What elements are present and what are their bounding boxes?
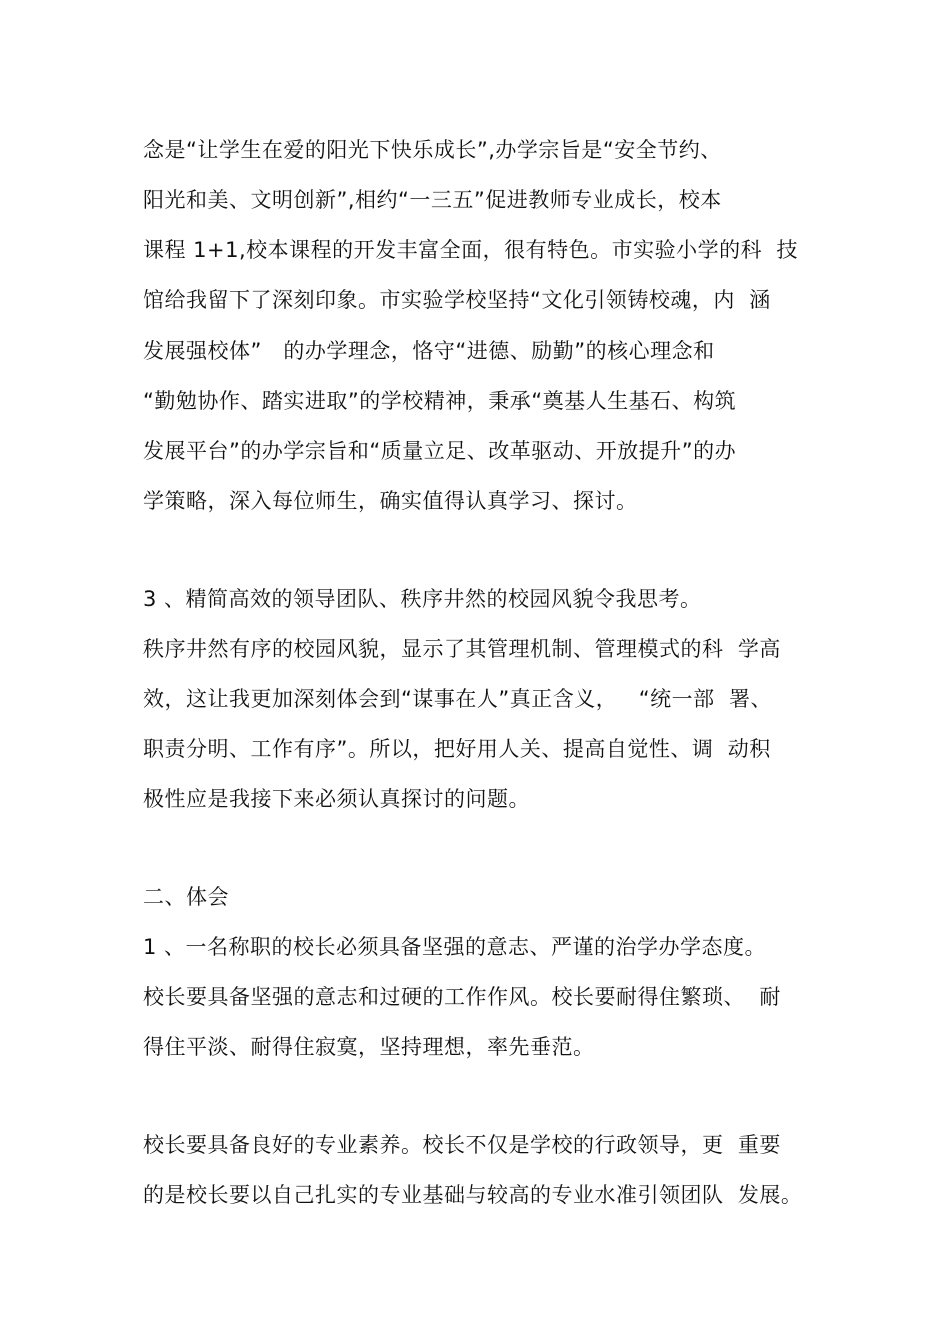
text-line: 得住平淡、耐得住寂寞，坚持理想，率先垂范。 [143, 1035, 595, 1059]
text-line: 效，这让我更加深刻体会到“谋事在人”真正含义， “统一部 署、 [143, 687, 773, 711]
text-line: 课程 1+1,校本课程的开发丰富全面，很有特色。市实验小学的科 技 [143, 238, 799, 262]
text-line: 发展平台”的办学宗旨和“质量立足、改革驱动、开放提升”的办 [143, 439, 737, 463]
text-line: 校长要具备坚强的意志和过硬的工作作风。校长要耐得住繁琐、 耐 [143, 985, 781, 1009]
section-heading: 3 、精简高效的领导团队、秩序井然的校园风貌令我思考。 [143, 587, 702, 611]
text-line: 馆给我留下了深刻印象。市实验学校坚持“文化引领铸校魂，内 涵 [143, 288, 771, 312]
text-line: 秩序井然有序的校园风貌，显示了其管理机制、管理模式的科 学高 [143, 637, 781, 661]
text-line: 的是校长要以自己扎实的专业基础与较高的专业水准引领团队 发展。 [143, 1183, 803, 1207]
text-line: 发展强校体” 的办学理念，恪守“进德、励勤”的核心理念和 [143, 339, 715, 363]
section-heading: 二、体会 [143, 885, 229, 909]
text-line: 学策略，深入每位师生，确实值得认真学习、探讨。 [143, 489, 638, 513]
text-line: 职责分明、工作有序”。所以，把好用人关、提高自觉性、调 动积 [143, 737, 771, 761]
section-heading: 1 、一名称职的校长必须具备坚强的意志、严谨的治学办学态度。 [143, 935, 767, 959]
text-line: 阳光和美、文明创新”,相约“一三五”促进教师专业成长，校本 [143, 188, 722, 212]
text-line: 校长要具备良好的专业素养。校长不仅是学校的行政领导，更 重要 [143, 1133, 781, 1157]
text-line: 极性应是我接下来必须认真探讨的问题。 [143, 787, 530, 811]
text-line: 念是“让学生在爱的阳光下快乐成长”,办学宗旨是“安全节约、 [143, 138, 722, 162]
text-line: “勤勉协作、踏实进取”的学校精神，秉承“奠基人生基石、构筑 [143, 389, 737, 413]
